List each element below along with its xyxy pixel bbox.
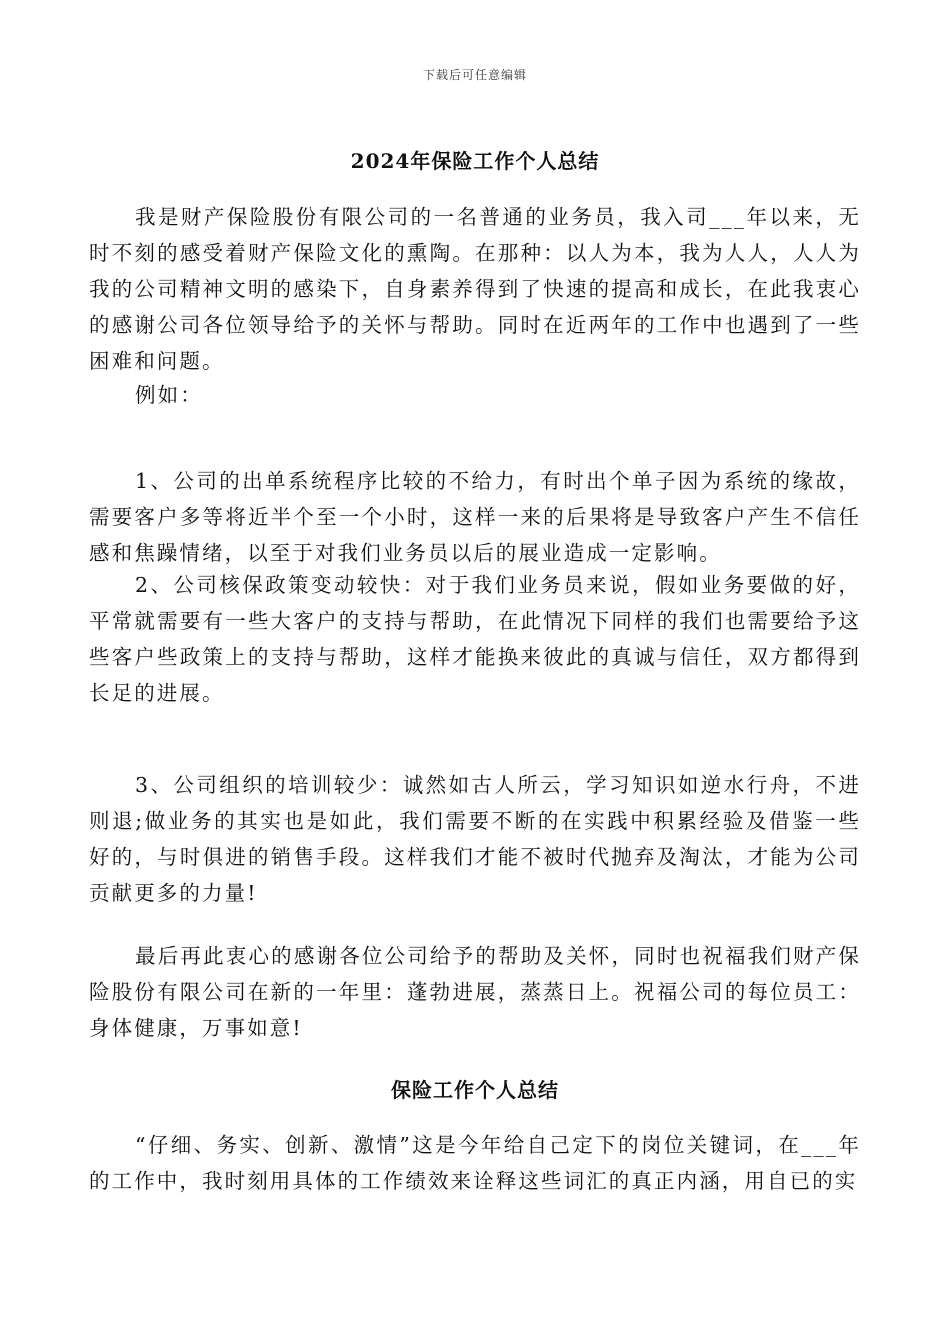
section-title: 保险工作个人总结 (391, 1078, 559, 1102)
document-title: 2024年保险工作个人总结 (350, 149, 600, 173)
header-note: 下载后可任意编辑 (422, 68, 527, 82)
body-paragraph: 我是财产保险股份有限公司的一名普通的业务员，我入司___年以来，无时不刻的感受着财产保险文化的熏陶。在那种：以人为本，我为人人，人人为我的公司精神文明的感染下，自身素养得到了快速的提高和成长，在此我衷心的感谢公司各位领导给予的关怀与帮助。同时在近两年的工作中也遇到了一些困难和问题。 (89, 205, 861, 373)
body-paragraph: “仔细、务实、创新、激情”这是今年给自己定下的岗位关键词，在___年的工作中，我时刻用具体的工作绩效来诠释这些词汇的真正内涵，用自已的实 (89, 1133, 861, 1193)
body-paragraph: 3、公司组织的培训较少：诚然如古人所云，学习知识如逆水行舟，不进则退;做业务的其实也是如此，我们需要不断的在实践中积累经验及借鉴一些好的，与时俱进的销售手段。这样我们才能不被时代抛弃及淘汰，才能为公司贡献更多的力量! (89, 773, 861, 905)
body-paragraph: 2、公司核保政策变动较快：对于我们业务员来说，假如业务要做的好，平常就需要有一些大客户的支持与帮助，在此情况下同样的我们也需要给予这些客户些政策上的支持与帮助，这样才能换来彼此的真诚与信任，双方都得到长足的进展。 (89, 573, 861, 705)
body-paragraph: 最后再此衷心的感谢各位公司给予的帮助及关怀，同时也祝福我们财产保险股份有限公司在新的一年里：蓬勃进展，蒸蒸日上。祝福公司的每位员工：身体健康，万事如意! (89, 944, 861, 1040)
body-paragraph: 1、公司的出单系统程序比较的不给力，有时出个单子因为系统的缘故，需要客户多等将近半个至一个小时，这样一来的后果将是导致客户产生不信任感和焦躁情绪，以至于对我们业务员以后的展业造成一定影响。 (89, 469, 861, 565)
body-paragraph: 例如： (135, 383, 203, 407)
